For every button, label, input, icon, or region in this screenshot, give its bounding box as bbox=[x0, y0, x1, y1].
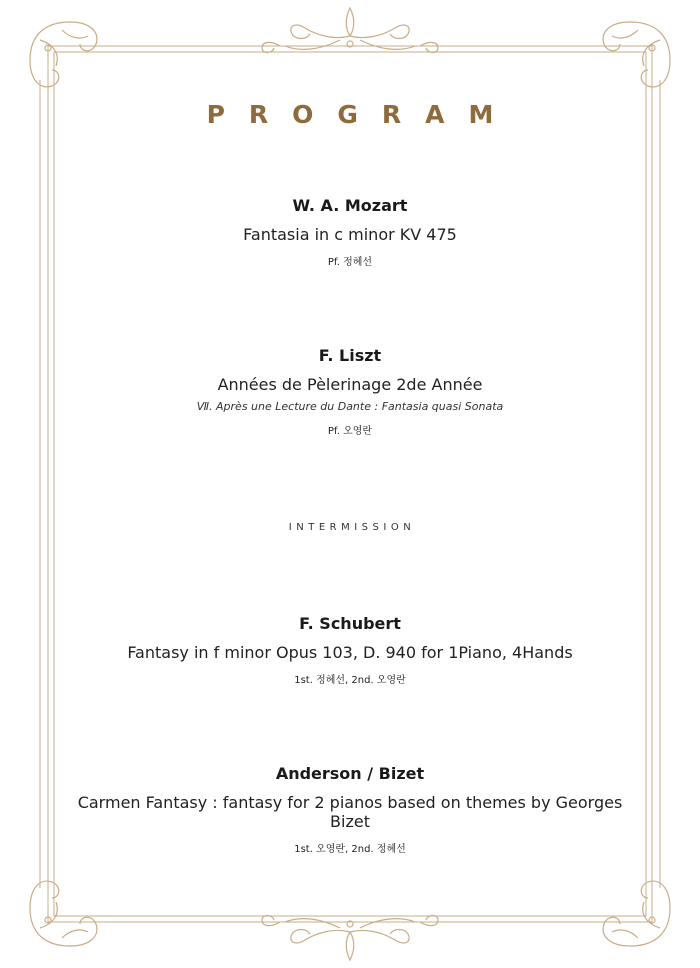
performer: 1st. 정혜선, 2nd. 오영란 bbox=[294, 675, 406, 686]
program-item-bizet bbox=[60, 764, 640, 855]
composer-name: F. Schubert bbox=[299, 614, 401, 633]
corner-ornament-top-left-icon bbox=[30, 22, 97, 87]
page-title: PROGRAM bbox=[206, 100, 518, 129]
intermission-label: INTERMISSION bbox=[288, 522, 416, 533]
program-item-liszt bbox=[60, 346, 640, 437]
work-title: Fantasy in f minor Opus 103, D. 940 for 1Piano, 4Hands bbox=[127, 643, 573, 662]
composer-name: F. Liszt bbox=[318, 346, 382, 365]
composer-name: W. A. Mozart bbox=[292, 196, 408, 215]
corner-ornament-bottom-left-icon bbox=[30, 881, 97, 946]
movement-title: Ⅶ. Après une Lecture du Dante : Fantasia quasi Sonata bbox=[196, 400, 504, 413]
program-item-mozart bbox=[60, 196, 640, 268]
work-title: Carmen Fantasy : fantasy for 2 pianos based on themes by Georges Bizet bbox=[77, 793, 623, 831]
composer-name: Anderson / Bizet bbox=[275, 764, 425, 783]
performer: 1st. 오영란, 2nd. 정혜선 bbox=[294, 844, 406, 855]
work-title: Années de Pèlerinage 2de Année bbox=[217, 375, 483, 394]
performer: Pf. 오영란 bbox=[327, 426, 373, 437]
corner-ornament-bottom-right-icon bbox=[603, 881, 670, 946]
program-item-schubert bbox=[60, 614, 640, 686]
work-title: Fantasia in c minor KV 475 bbox=[243, 225, 457, 244]
corner-ornament-top-right-icon bbox=[603, 22, 670, 87]
performer: Pf. 정혜선 bbox=[327, 257, 373, 268]
